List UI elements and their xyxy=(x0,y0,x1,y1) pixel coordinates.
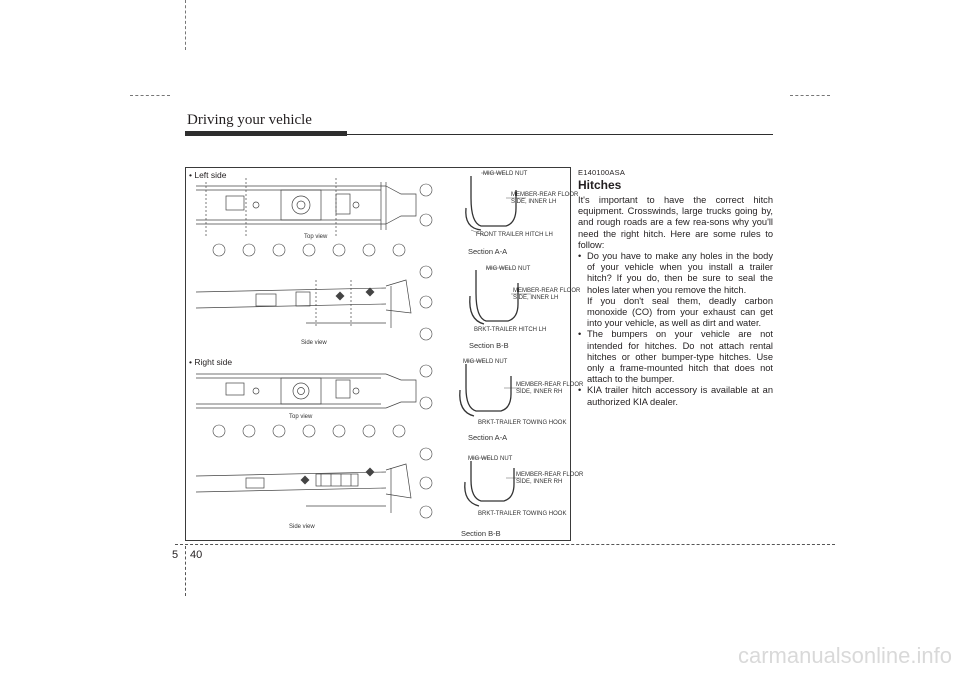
svg-text:MEMBER-REAR FLOOR: MEMBER-REAR FLOOR xyxy=(516,382,584,388)
list-item xyxy=(578,385,773,407)
crop-mark xyxy=(185,0,187,50)
svg-text:SIDE, INNER RH: SIDE, INNER RH xyxy=(516,479,563,485)
left-section-bb-label: Section B-B xyxy=(469,341,509,350)
svg-text:MIG WELD NUT: MIG WELD NUT xyxy=(463,359,508,365)
svg-text:BRKT-TRAILER TOWING HOOK: BRKT-TRAILER TOWING HOOK xyxy=(478,420,567,426)
svg-text:MEMBER-REAR FLOOR: MEMBER-REAR FLOOR xyxy=(516,472,584,478)
section-heading: Hitches xyxy=(578,178,622,192)
left-side-view xyxy=(196,280,411,328)
svg-text:SIDE, INNER RH: SIDE, INNER RH xyxy=(516,389,563,395)
footer-rule xyxy=(175,544,835,545)
intro-paragraph: It's important to have the correct hitch equipment. Crosswinds, large trucks going by, and rough roads are a few rea-sons why you'll need the right hitch. Here are some rules to follow: xyxy=(578,195,773,250)
page-header-title: Driving your vehicle xyxy=(187,112,312,128)
hitch-figure xyxy=(185,167,584,541)
bullet-glyph: • xyxy=(578,385,582,396)
rules-list xyxy=(578,251,773,408)
footer-divider xyxy=(185,546,186,596)
watermark: carmanualsonline.info xyxy=(737,643,952,668)
right-section-bb-label: Section B-B xyxy=(461,529,501,538)
chapter-number: 5 xyxy=(172,549,179,561)
left-top-view-label: Top view xyxy=(304,234,328,240)
frame-drawing xyxy=(186,168,584,540)
svg-text:BRKT-TRAILER HITCH LH: BRKT-TRAILER HITCH LH xyxy=(474,327,547,333)
left-top-view xyxy=(196,178,416,238)
crop-mark xyxy=(790,95,830,96)
svg-text:MEMBER-REAR FLOOR: MEMBER-REAR FLOOR xyxy=(513,288,581,294)
list-item-text: KIA trailer hitch accessory is available at an authorized KIA dealer. xyxy=(587,385,773,407)
bullet-glyph: • xyxy=(578,329,582,340)
left-section-bb xyxy=(470,270,518,324)
list-item-text: The bumpers on your vehicle are not intended for hitches. Do not attach rental hitches or other bumper-type hitches. Use only a frame-mounted hitch that does not attach to the bumper. xyxy=(587,329,773,385)
list-item-extra: If you don't seal them, deadly carbon monoxide (CO) from your exhaust can get into your vehicle, as well as dirt and water. xyxy=(587,295,773,329)
svg-text:MIG WELD NUT: MIG WELD NUT xyxy=(468,456,513,462)
body-text xyxy=(578,195,773,408)
list-item-text: Do you have to make any holes in the body of your vehicle when you install a trailer hitch? If you do, then be sure to seal the holes later when you remove the hitch. xyxy=(587,251,773,295)
svg-text:MIG WELD NUT: MIG WELD NUT xyxy=(486,266,531,272)
list-item xyxy=(578,329,773,385)
svg-text:FRONT TRAILER HITCH LH: FRONT TRAILER HITCH LH xyxy=(476,232,553,238)
left-section-aa xyxy=(466,176,516,230)
left-section-aa-label: Section A-A xyxy=(468,247,508,256)
left-side-view-label: Side view xyxy=(301,340,327,346)
right-section-aa-label: Section A-A xyxy=(468,433,508,442)
right-side-view-label: Side view xyxy=(289,524,315,530)
page-number: 40 xyxy=(190,549,203,561)
header-rule xyxy=(185,134,773,135)
right-top-view xyxy=(196,374,416,408)
right-section-bb xyxy=(465,461,514,506)
right-top-view-label: Top view xyxy=(289,414,313,420)
right-bubbles xyxy=(213,365,432,518)
right-section-aa xyxy=(460,364,511,416)
right-side-view xyxy=(196,464,411,513)
section-code: E140100ASA xyxy=(578,168,626,177)
svg-text:SIDE, INNER LH: SIDE, INNER LH xyxy=(513,295,559,301)
svg-text:MEMBER-REAR FLOOR: MEMBER-REAR FLOOR xyxy=(511,192,579,198)
svg-text:MIG WELD NUT: MIG WELD NUT xyxy=(483,171,528,177)
crop-mark xyxy=(130,95,170,96)
left-side-label: • Left side xyxy=(189,170,227,180)
svg-text:SIDE, INNER LH: SIDE, INNER LH xyxy=(511,199,557,205)
list-item xyxy=(578,251,773,329)
svg-text:BRKT-TRAILER TOWING HOOK: BRKT-TRAILER TOWING HOOK xyxy=(478,511,567,517)
bullet-glyph: • xyxy=(578,251,582,262)
right-side-label: • Right side xyxy=(189,357,233,367)
